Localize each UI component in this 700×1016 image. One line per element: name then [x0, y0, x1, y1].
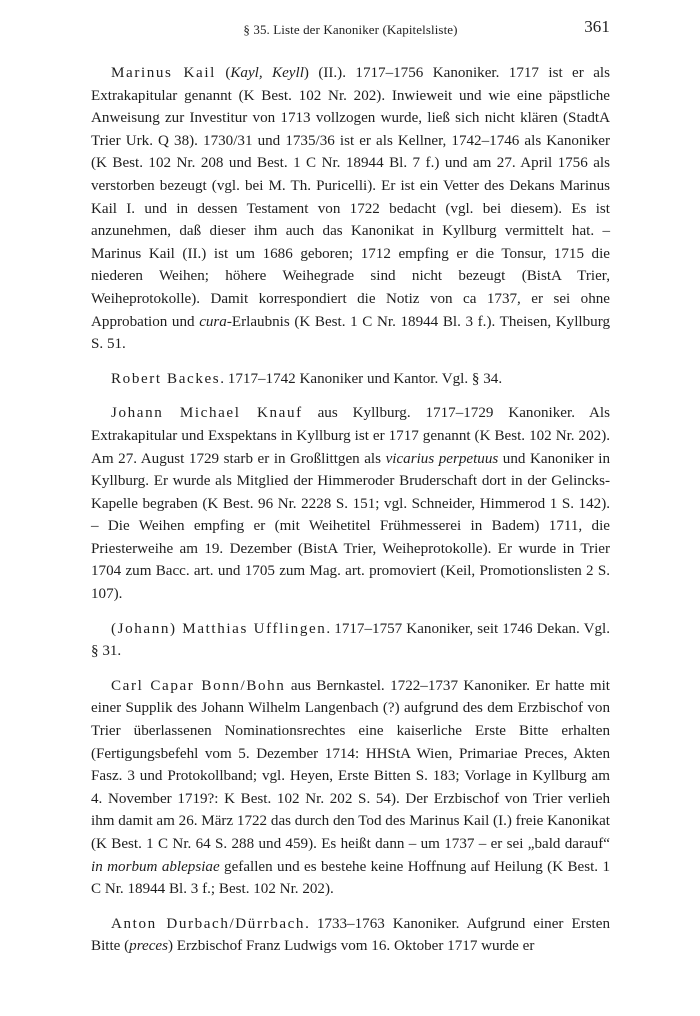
- entry-text: ) (II.). 1717–1756 Kanoniker. 1717 ist er als Extrakapitular genannt (K Best. 102 Nr. 202). Inwieweit und wie eine päpstliche Anweisung zur Investitur von 1713 vollzogen wurde, ließ sich nicht klären (StadtA Trier Urk. Q 38). 1730/31 und 1735/36 ist er als Kellner, 1742–1746 als Kanoniker (K Best. 102 Nr. 208 und Best. 1 C Nr. 18944 Bl. 7 f.) und am 27. April 1756 als verstorben bezeugt (vgl. bei M. Th. Puricelli). Er ist ein Vetter des Dekans Marinus Kail I. und in dessen Testament von 1722 bedacht (vgl. bei diesem). Es ist anzunehmen, daß dieser ihm auch das Kanonikat in Kyllburg vermittelt hat. – Marinus Kail (II.) ist um 1686 geboren; 1712 empfing er die Tonsur, 1715 die niederen Weihen; höhere Weihegrade sind nicht bezeugt (BistA Trier, Weiheprotokolle). Damit korrespondiert die Notiz von ca 1737, er sei ohne Approbation und: [91, 65, 610, 330]
- italic-term: vicarius perpetuus: [385, 450, 499, 467]
- canon-entry: [91, 402, 610, 605]
- entry-text: -Erlaubnis (K Best. 1 C Nr. 18944 Bl. 3 f.). Theisen, Kyllburg S. 51.: [91, 313, 611, 353]
- entry-text: . 1717–1757 Kanoniker, seit 1746 Dekan. Vgl. § 31.: [91, 620, 610, 660]
- entry-text: . 1733–1763 Kanoniker. Aufgrund einer Ersten Bitte (: [91, 915, 611, 955]
- italic-term: Kayl, Keyll: [230, 65, 304, 81]
- entry-text: (: [215, 65, 231, 81]
- entry-text: ) Erzbischof Franz Ludwigs vom 16. Oktober 1717 wurde er: [168, 938, 535, 955]
- header-title: § 35. Liste der Kanoniker (Kapitelsliste): [243, 22, 458, 37]
- entry-text: aus Bernkastel. 1722–1737 Kanoniker. Er hatte mit einer Supplik des Johann Wilhelm Langenbach (?) aufgrund des dem Erzbischof von Trier überlassenen Nominationsrechtes eine kaiserliche Erste Bitte erhalten (Fertigungsbefehl vom 5. Dezember 1714: HHStA Wien, Primariae Preces, Akten Fasz. 3 und Protokollband; vgl. Heyen, Erste Bitten S. 183; Vorlage in Kyllburg am 4. November 1719?: K Best. 102 Nr. 202 S. 54). Der Erzbischof von Trier verlieh ihm damit am 26. März 1722 das durch den Tod des Marinus Kail (I.) freie Kanonikat (K Best. 1 C Nr. 64 S. 288 und 459). Es heißt dann – um 1737 – er sei „bald darauf“: [91, 677, 610, 852]
- entry-text: aus Kyllburg. 1717–1729 Kanoniker. Als Extrakapitular und Exspektans in Kyllburg ist er 1717 genannt (K Best. 102 Nr. 202). Am 27. August 1729 starb er in Großlittgen als: [91, 405, 610, 467]
- canon-entry: [91, 618, 610, 663]
- canon-entry: [91, 675, 610, 901]
- italic-term: cura: [199, 313, 227, 330]
- canon-name: (Johann) Matthias Ufflingen: [111, 620, 327, 637]
- canon-name: Anton Durbach/Dürrbach: [111, 915, 306, 932]
- canon-name: Marinus Kail: [111, 65, 216, 81]
- canon-entry: [91, 913, 610, 958]
- page-number: 361: [584, 17, 610, 36]
- entry-text: gefallen und es bestehe keine Hoffnung auf Heilung (K Best. 1 C Nr. 18944 Bl. 3 f.; Best. 102 Nr. 202).: [91, 858, 611, 898]
- canon-name: Robert Backes: [111, 370, 221, 387]
- italic-term: preces: [129, 938, 168, 955]
- entry-text: . 1717–1742 Kanoniker und Kantor. Vgl. § 34.: [220, 370, 503, 387]
- italic-term: in morbum ablepsiae: [91, 858, 220, 875]
- canon-entry: [91, 62, 610, 356]
- canon-list: [91, 62, 610, 958]
- canon-name: Johann Michael Knauf: [111, 405, 303, 422]
- canon-name: Carl Capar Bonn/Bohn: [111, 677, 286, 694]
- entry-text: und Kanoniker in Kyllburg. Er wurde als Mitglied der Himmeroder Bruderschaft dort in der Gelincks-Kapelle begraben (K Best. 96 Nr. 2228 S. 151; vgl. Schneider, Himmerod 1 S. 142). – Die Weihen empfing er (mit Weihetitel Frühmesserei in Badem) 1711, die Priesterweihe am 19. Dezember (BistA Trier, Weiheprotokolle). Er wurde in Trier 1704 zum Bacc. art. und 1705 zum Mag. art. promoviert (Keil, Promotionslisten 2 S. 107).: [91, 450, 610, 603]
- running-header: [91, 14, 610, 42]
- canon-entry: [91, 368, 610, 391]
